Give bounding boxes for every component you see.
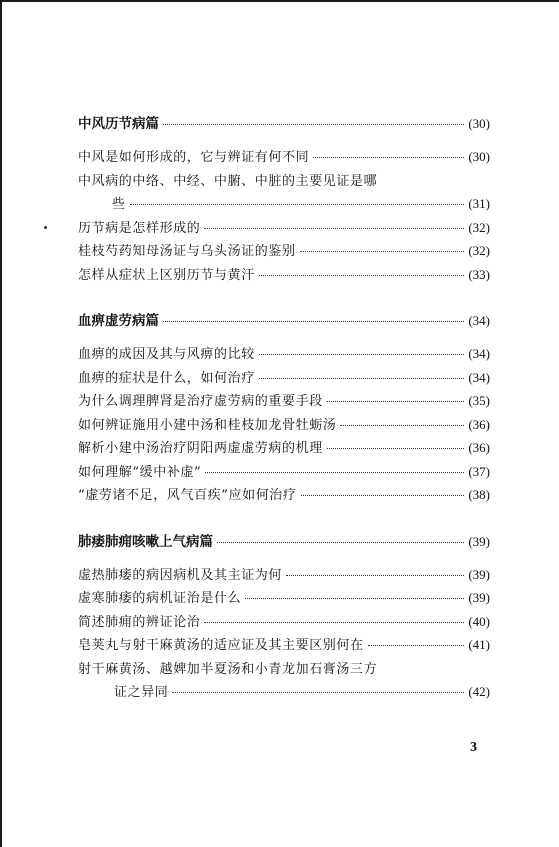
toc-section (78, 530, 490, 705)
entry-text: 解析小建中汤治疗阴阳两虚虚劳病的机理 (78, 441, 323, 456)
entry-continuation-text: 些 (112, 197, 126, 212)
entry-text: 虚寒肺痿的病机证治是什么 (78, 591, 242, 606)
toc-entry (78, 146, 490, 170)
toc-entry (78, 658, 490, 682)
dot-leader (130, 204, 465, 205)
entry-text: “虚劳诸不足，风气百疾”应如何治疗 (78, 488, 297, 503)
page-number: (38) (468, 487, 490, 502)
dot-leader (217, 542, 464, 543)
page-top-border (0, 0, 559, 2)
dot-leader (340, 425, 464, 426)
page-number: (39) (468, 533, 490, 549)
entry-text: 虚热肺痿的病因病机及其主证为何 (78, 567, 283, 583)
page-number: (33) (468, 266, 490, 282)
entry-text: 皂荚丸与射干麻黄汤的适应证及其主要区别何在 (78, 638, 364, 653)
entry-text: 如何辨证施用小建中汤和桂枝加龙骨牡蛎汤 (78, 417, 337, 433)
toc-entry (78, 587, 490, 611)
entry-text: 血痹的症状是什么，如何治疗 (78, 370, 255, 386)
entry-text: 射干麻黄汤、越婢加半夏汤和小青龙加石膏汤三方 (78, 661, 378, 677)
page-number: (32) (468, 219, 490, 235)
section-heading (78, 309, 490, 337)
section-title: 血痹虚劳病篇 (78, 313, 159, 329)
dot-leader (286, 575, 464, 576)
toc-entry (78, 240, 490, 264)
page-number: (37) (468, 463, 490, 479)
page-number: (40) (468, 613, 490, 629)
entry-text: 中风是如何形成的，它与辨证有何不同 (78, 150, 310, 165)
page-left-border (0, 0, 2, 847)
toc-entry (78, 217, 490, 241)
page-number: (41) (468, 637, 490, 652)
dot-leader (301, 495, 465, 496)
section-heading (78, 530, 490, 558)
table-of-contents (78, 112, 490, 727)
dot-leader (163, 124, 464, 125)
dot-leader (327, 401, 465, 402)
entry-text: 为什么调理脾肾是治疗虚劳病的重要手段 (78, 394, 323, 409)
page-number: (36) (468, 416, 490, 432)
toc-entry (78, 343, 490, 367)
page-number: (32) (468, 243, 490, 258)
toc-entry (78, 634, 490, 658)
toc-entry-continuation (78, 681, 490, 705)
dot-leader (204, 228, 464, 229)
section-title: 肺痿肺痈咳嗽上气病篇 (78, 533, 213, 550)
page-number: (42) (468, 684, 490, 699)
entry-text: 中风病的中络、中经、中腑、中脏的主要见证是哪 (78, 173, 378, 189)
page-number: (30) (468, 149, 490, 164)
toc-entry (78, 414, 490, 438)
dot-leader (368, 645, 465, 646)
dot-leader (259, 378, 465, 379)
toc-entry (78, 264, 490, 288)
toc-entry (78, 611, 490, 635)
dot-leader (204, 622, 464, 623)
page-number: (34) (468, 313, 490, 328)
toc-entry (78, 461, 490, 485)
toc-entry (78, 484, 490, 508)
page-number: (35) (468, 393, 490, 408)
page-number: (36) (468, 440, 490, 455)
toc-entry-continuation (78, 193, 490, 217)
toc-section (78, 309, 490, 508)
section-heading (78, 112, 490, 140)
toc-entry (78, 437, 490, 461)
toc-entry (78, 170, 490, 194)
dot-leader (259, 275, 465, 276)
entry-text: 血痹的成因及其与风痹的比较 (78, 347, 255, 362)
scan-speck (44, 226, 47, 229)
entry-text: 简述肺痈的辨证论治 (78, 614, 201, 630)
entry-text: 桂枝芍药知母汤证与乌头汤证的鉴别 (78, 244, 296, 259)
entry-text: 历节病是怎样形成的 (78, 220, 201, 236)
page-number: (30) (468, 116, 490, 131)
page-number: (34) (468, 346, 490, 361)
page-number: (34) (468, 369, 490, 385)
page-number: (31) (468, 196, 490, 211)
dot-leader (163, 321, 464, 322)
dot-leader (245, 598, 464, 599)
dot-leader (205, 472, 464, 473)
dot-leader (259, 354, 465, 355)
toc-entry (78, 390, 490, 414)
toc-section (78, 112, 490, 287)
dot-leader (313, 157, 464, 158)
dot-leader (172, 692, 464, 693)
section-title: 中风历节病篇 (78, 116, 159, 132)
toc-entry (78, 367, 490, 391)
dot-leader (300, 251, 465, 252)
entry-text: 如何理解“缓中补虚” (78, 464, 202, 480)
page-number: (39) (468, 590, 490, 605)
entry-text: 怎样从症状上区别历节与黄汗 (78, 267, 255, 283)
page-folio-number: 3 (470, 740, 477, 755)
dot-leader (327, 448, 465, 449)
entry-continuation-text: 证之异同 (114, 685, 169, 700)
page-number: (39) (468, 566, 490, 582)
toc-entry (78, 564, 490, 588)
